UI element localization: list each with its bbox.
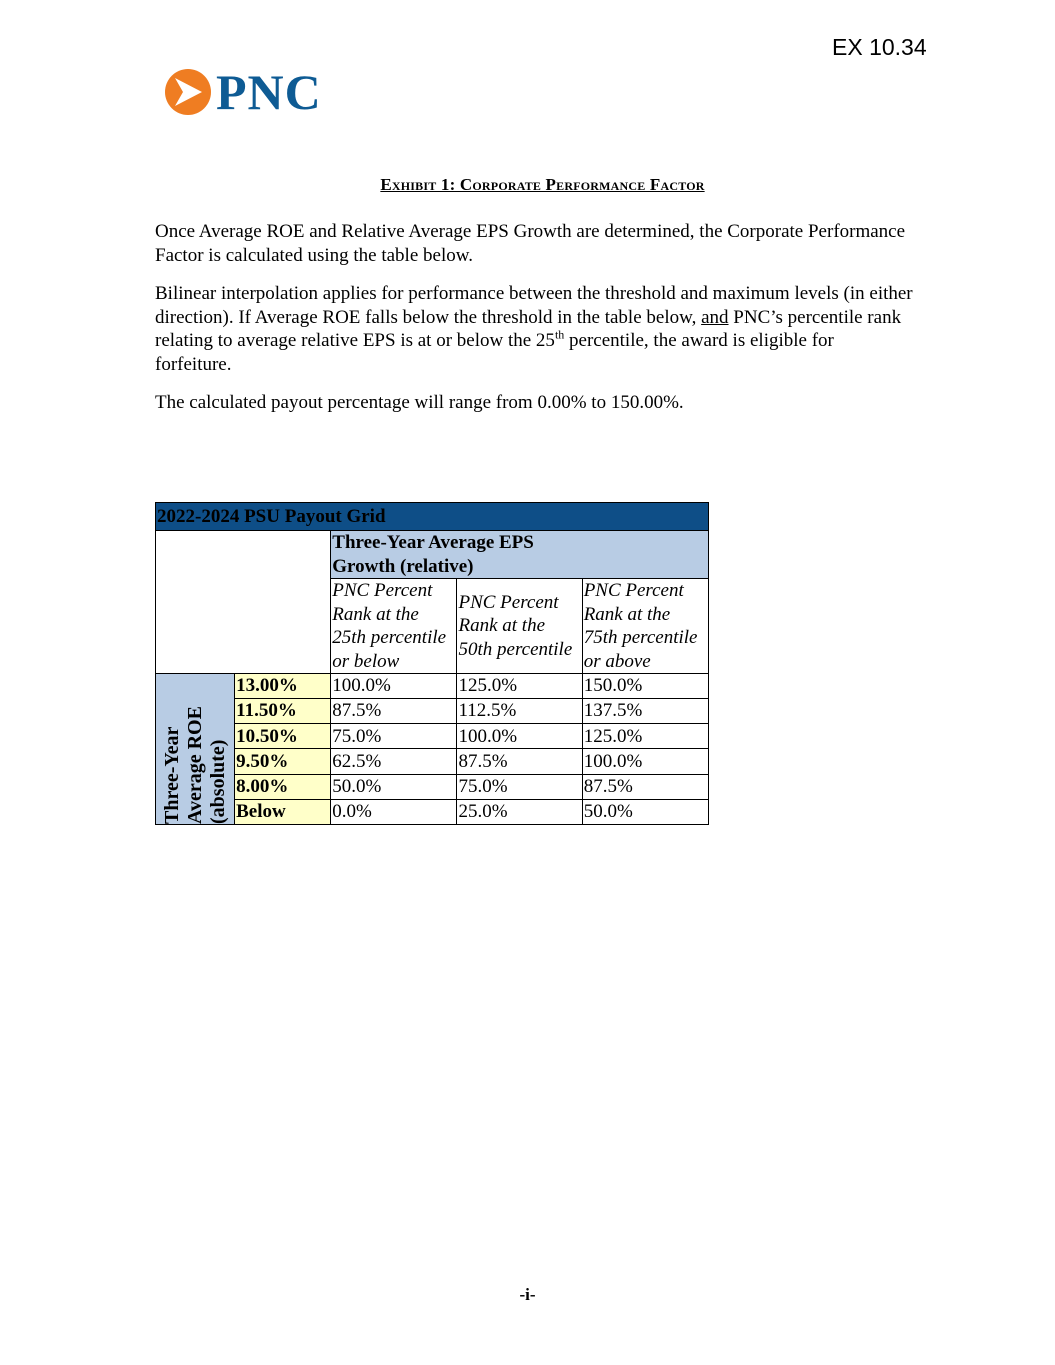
payout-cell: 75.0% (457, 774, 582, 799)
superscript-th: th (554, 327, 565, 342)
payout-cell: 25.0% (457, 799, 582, 824)
table-row (156, 774, 709, 799)
table-row (156, 699, 709, 724)
pnc-logo-mark-icon (164, 66, 212, 118)
table-row (156, 749, 709, 774)
column-header: PNC Percent Rank at the 75th percentile or above (582, 579, 708, 674)
roe-level: 10.50% (235, 724, 331, 749)
paragraph-interpolation (155, 282, 915, 376)
page-number: -i- (519, 1285, 536, 1304)
pnc-logo-wordmark: PNC (216, 64, 322, 120)
payout-cell: 150.0% (582, 674, 708, 699)
psu-payout-grid (155, 502, 709, 825)
paragraph-text: PNC’s percentile rank relating to average relative EPS is at or below the 25 (155, 306, 902, 351)
blank-corner-cell (156, 531, 331, 674)
payout-cell: 50.0% (582, 799, 708, 824)
roe-level: 9.50% (235, 749, 331, 774)
payout-cell: 100.0% (457, 724, 582, 749)
payout-cell: 137.5% (582, 699, 708, 724)
payout-cell: 112.5% (457, 699, 582, 724)
payout-cell: 87.5% (331, 699, 457, 724)
roe-header (156, 674, 235, 825)
pnc-logo (164, 66, 322, 118)
grid-title: 2022-2024 PSU Payout Grid (156, 503, 709, 531)
table-row (156, 799, 709, 824)
paragraph-intro: Once Average ROE and Relative Average EPS Growth are determined, the Corporate Performance Factor is calculated using the table below. (155, 221, 906, 266)
payout-cell: 125.0% (457, 674, 582, 699)
page-title: Exhibit 1: Corporate Performance Factor (380, 175, 705, 194)
payout-cell: 87.5% (582, 774, 708, 799)
paragraph-text: Bilinear interpolation applies for performance between the threshold and maximum levels (in either direction). If Average ROE falls below the threshold in the table below, (155, 283, 913, 328)
payout-cell: 87.5% (457, 749, 582, 774)
payout-cell: 125.0% (582, 724, 708, 749)
underlined-and: and (701, 306, 729, 328)
paragraph-payout-range: The calculated payout percentage will range from 0.00% to 150.00%. (155, 392, 684, 413)
exhibit-number: EX 10.34 (832, 34, 927, 60)
roe-level: 11.50% (235, 699, 331, 724)
paragraph-text: percentile, the award is eligible for forfeiture. (155, 330, 834, 375)
payout-cell: 100.0% (331, 674, 457, 699)
column-header: PNC Percent Rank at the 50th percentile (457, 579, 582, 674)
column-header: PNC Percent Rank at the 25th percentile or below (331, 579, 457, 674)
table-row (156, 724, 709, 749)
roe-level: 13.00% (235, 674, 331, 699)
table-row (156, 674, 709, 699)
eps-growth-header: Three-Year Average EPS Growth (relative) (331, 531, 709, 579)
payout-cell: 0.0% (331, 799, 457, 824)
payout-cell: 50.0% (331, 774, 457, 799)
payout-cell: 62.5% (331, 749, 457, 774)
roe-level: 8.00% (235, 774, 331, 799)
roe-header-text: Three-Year Average ROE (absolute) (160, 706, 229, 824)
roe-level: Below (235, 799, 331, 824)
payout-cell: 100.0% (582, 749, 708, 774)
payout-cell: 75.0% (331, 724, 457, 749)
